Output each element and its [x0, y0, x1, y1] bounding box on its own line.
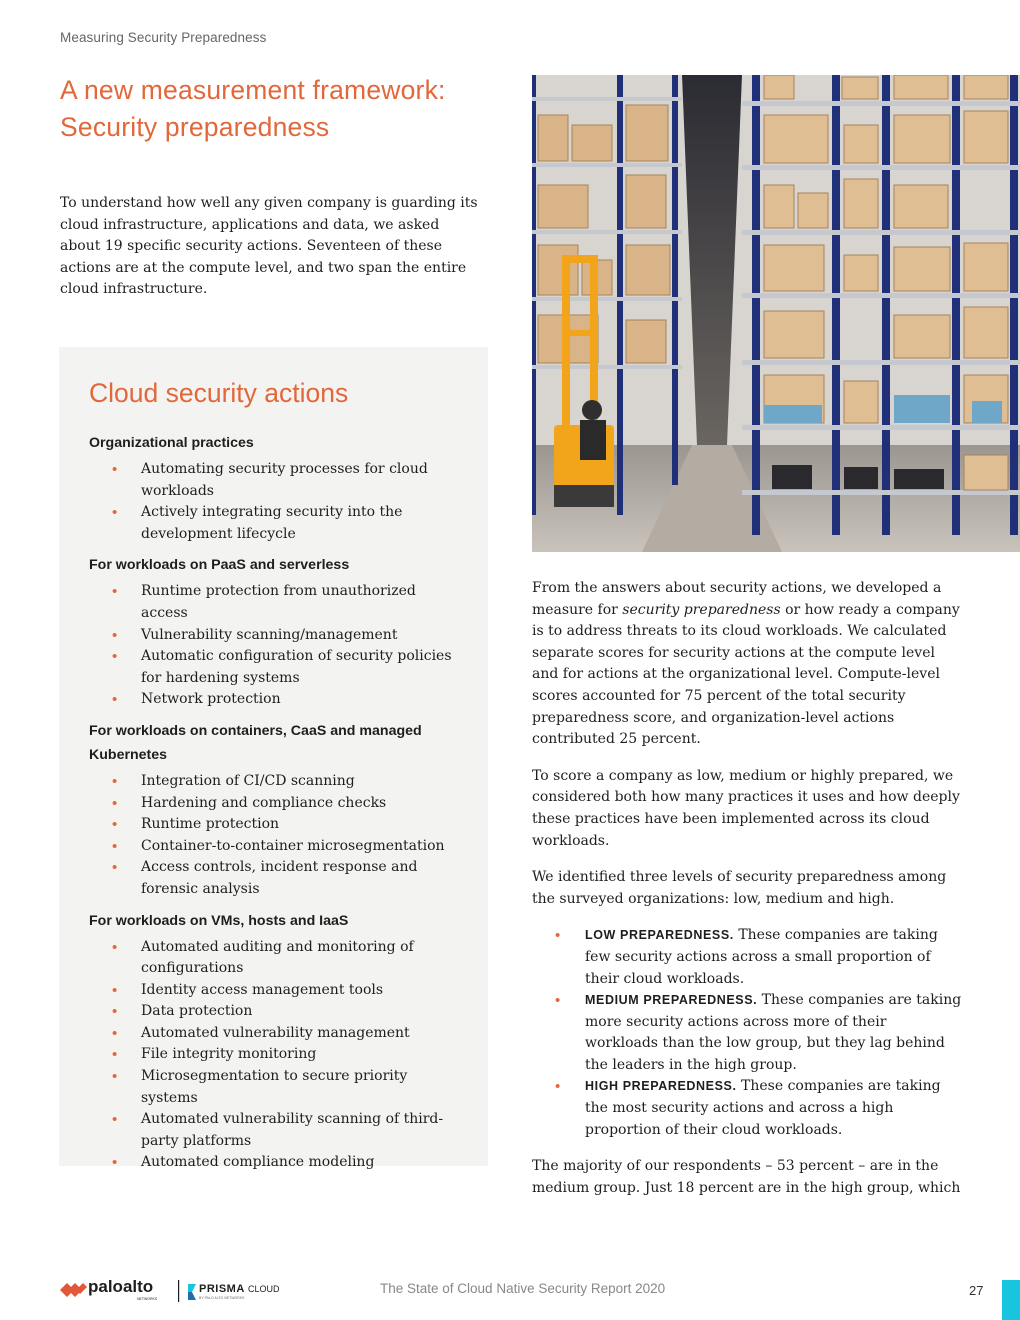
prisma-subtitle: BY PALO ALTO NETWORKS	[199, 1296, 245, 1300]
cloud-security-actions-box	[59, 347, 488, 1172]
prisma-wordmark: PRISMA	[199, 1283, 245, 1295]
action-item	[112, 581, 458, 624]
bullet-icon: •	[555, 1078, 561, 1096]
body-paragraph-3: We identified three levels of security preparedness among the surveyed organizations: low, medium and high.	[532, 869, 947, 907]
bullet-icon: •	[112, 691, 118, 709]
action-item	[112, 646, 458, 689]
action-list	[89, 771, 458, 901]
bullet-icon: •	[112, 626, 118, 644]
sidebar-title: Cloud security actions	[89, 378, 349, 408]
action-item-text: Automated vulnerability scanning of third-party platforms	[141, 1111, 444, 1149]
security-preparedness-term: security preparedness	[622, 601, 781, 618]
p1-text-start: From the answers about security actions, we developed a measure for	[532, 580, 942, 618]
action-item-text: Actively integrating security into the development lifecycle	[141, 504, 403, 542]
body-paragraph-1	[532, 578, 962, 751]
cloud-wordmark: CLOUD	[248, 1284, 280, 1294]
bullet-icon: •	[112, 648, 118, 666]
footer-logos	[60, 1276, 310, 1306]
p1-text-end: or how ready a company is to address threats to its cloud workloads. We calculated separate scores for security actions at the compute level and for actions at the organizational level. Compute-level scores accounted for 75 percent of the total security preparedness score, and organization-level actions contributed 25 percent.	[532, 601, 960, 748]
bullet-icon: •	[112, 837, 118, 855]
level-label: HIGH PREPAREDNESS.	[585, 1079, 737, 1094]
bullet-icon: •	[112, 794, 118, 812]
warehouse-photo	[532, 75, 1020, 552]
action-list	[89, 581, 458, 711]
bullet-icon: •	[112, 583, 118, 601]
bullet-icon: •	[112, 859, 118, 877]
paloalto-prisma-logo-icon	[60, 1276, 310, 1306]
level-text: These companies are taking more security actions across more of their workloads than the low group, but they lag behind the leaders in the high group.	[585, 992, 962, 1073]
bullet-icon: •	[112, 981, 118, 999]
action-item-text: Data protection	[141, 1003, 253, 1020]
action-list	[89, 459, 458, 545]
action-item	[112, 625, 458, 647]
bullet-icon: •	[555, 927, 561, 945]
body-paragraph-2: To score a company as low, medium or highly prepared, we considered both how many practices it uses and how deeply these practices have been implemented across its cloud workloads.	[532, 767, 960, 849]
action-item-text: Automated auditing and monitoring of configurations	[141, 938, 414, 977]
bullet-icon: •	[112, 1111, 118, 1129]
action-item	[112, 1001, 458, 1023]
action-item	[112, 771, 458, 793]
action-item-text: Access controls, incident response and forensic analysis	[141, 859, 418, 897]
action-item	[112, 1066, 458, 1109]
action-item	[112, 1044, 458, 1066]
action-list	[89, 937, 458, 1175]
running-header: Measuring Security Preparedness	[60, 30, 267, 45]
level-item-low	[555, 925, 962, 990]
group-heading: For workloads on VMs, hosts and IaaS	[89, 912, 349, 929]
action-item-text: Automated vulnerability management	[141, 1024, 410, 1041]
group-heading: For workloads on PaaS and serverless	[89, 557, 350, 574]
level-label: MEDIUM PREPAREDNESS.	[585, 993, 758, 1008]
page-marker	[1002, 1280, 1020, 1320]
action-item	[112, 836, 458, 858]
action-item-text: File integrity monitoring	[141, 1046, 317, 1063]
action-item	[112, 689, 458, 711]
body-column	[532, 578, 962, 1214]
action-item-text: Automatic configuration of security policies for hardening systems	[141, 648, 452, 686]
action-item-text: Automating security processes for cloud workloads	[141, 461, 428, 499]
bullet-icon: •	[112, 816, 118, 834]
action-item	[112, 937, 458, 980]
level-label: LOW PREPAREDNESS.	[585, 928, 734, 943]
action-item-text: Container-to-container microsegmentation	[141, 837, 445, 854]
action-item	[112, 1152, 458, 1174]
preparedness-levels-list	[532, 925, 962, 1141]
action-item	[112, 502, 458, 545]
bullet-icon: •	[112, 504, 118, 522]
action-item	[112, 459, 458, 502]
bullet-icon: •	[112, 1046, 118, 1064]
bullet-icon: •	[112, 461, 118, 478]
action-item	[112, 1109, 458, 1152]
action-item-text: Microsegmentation to secure priority systems	[141, 1068, 408, 1106]
level-text: These companies are taking few security actions across a small proportion of their cloud workloads.	[585, 927, 938, 987]
bullet-icon: •	[112, 772, 118, 790]
paloalto-wordmark: paloalto	[88, 1277, 154, 1296]
networks-wordmark: NETWORKS	[137, 1297, 158, 1301]
bullet-icon: •	[112, 1003, 118, 1021]
warehouse-illustration	[532, 75, 1020, 552]
action-item	[112, 980, 458, 1002]
bullet-icon: •	[112, 1068, 118, 1086]
bullet-icon: •	[112, 1024, 118, 1042]
action-item	[112, 814, 458, 836]
level-item-medium	[555, 990, 962, 1076]
action-item	[112, 857, 458, 900]
action-item-text: Identity access management tools	[141, 981, 384, 998]
page-number: 27	[969, 1283, 984, 1298]
bullet-icon: •	[555, 992, 561, 1010]
level-item-high	[555, 1076, 962, 1141]
action-item-text: Network protection	[141, 691, 281, 708]
page-title: A new measurement framework: Security preparedness	[60, 75, 446, 142]
bullet-icon: •	[112, 938, 118, 956]
report-title: The State of Cloud Native Security Report 2020	[380, 1281, 666, 1296]
action-item-text: Runtime protection	[141, 816, 280, 833]
bullet-icon: •	[112, 1154, 118, 1172]
action-item-text: Integration of CI/CD scanning	[141, 772, 355, 789]
action-item	[112, 1023, 458, 1045]
action-item	[112, 793, 458, 815]
group-heading: For workloads on containers, CaaS and managed Kubernetes	[89, 722, 422, 763]
action-item-text: Hardening and compliance checks	[141, 794, 387, 811]
action-item-text: Automated compliance modeling	[141, 1154, 375, 1171]
level-text: These companies are taking the most security actions and across a high proportion of their cloud workloads.	[585, 1078, 941, 1138]
body-paragraph-4: The majority of our respondents – 53 percent – are in the medium group. Just 18 percent are in the high group, which	[532, 1158, 961, 1196]
group-heading: Organizational practices	[89, 435, 254, 451]
intro-paragraph: To understand how well any given company is guarding its cloud infrastructure, applications and data, we asked about 19 specific security actions. Seventeen of these actions are at the compute level, and two span the entire cloud infrastructure.	[60, 195, 478, 298]
action-groups	[89, 431, 458, 1174]
action-item-text: Vulnerability scanning/management	[141, 626, 398, 643]
action-item-text: Runtime protection from unauthorized access	[141, 583, 416, 621]
